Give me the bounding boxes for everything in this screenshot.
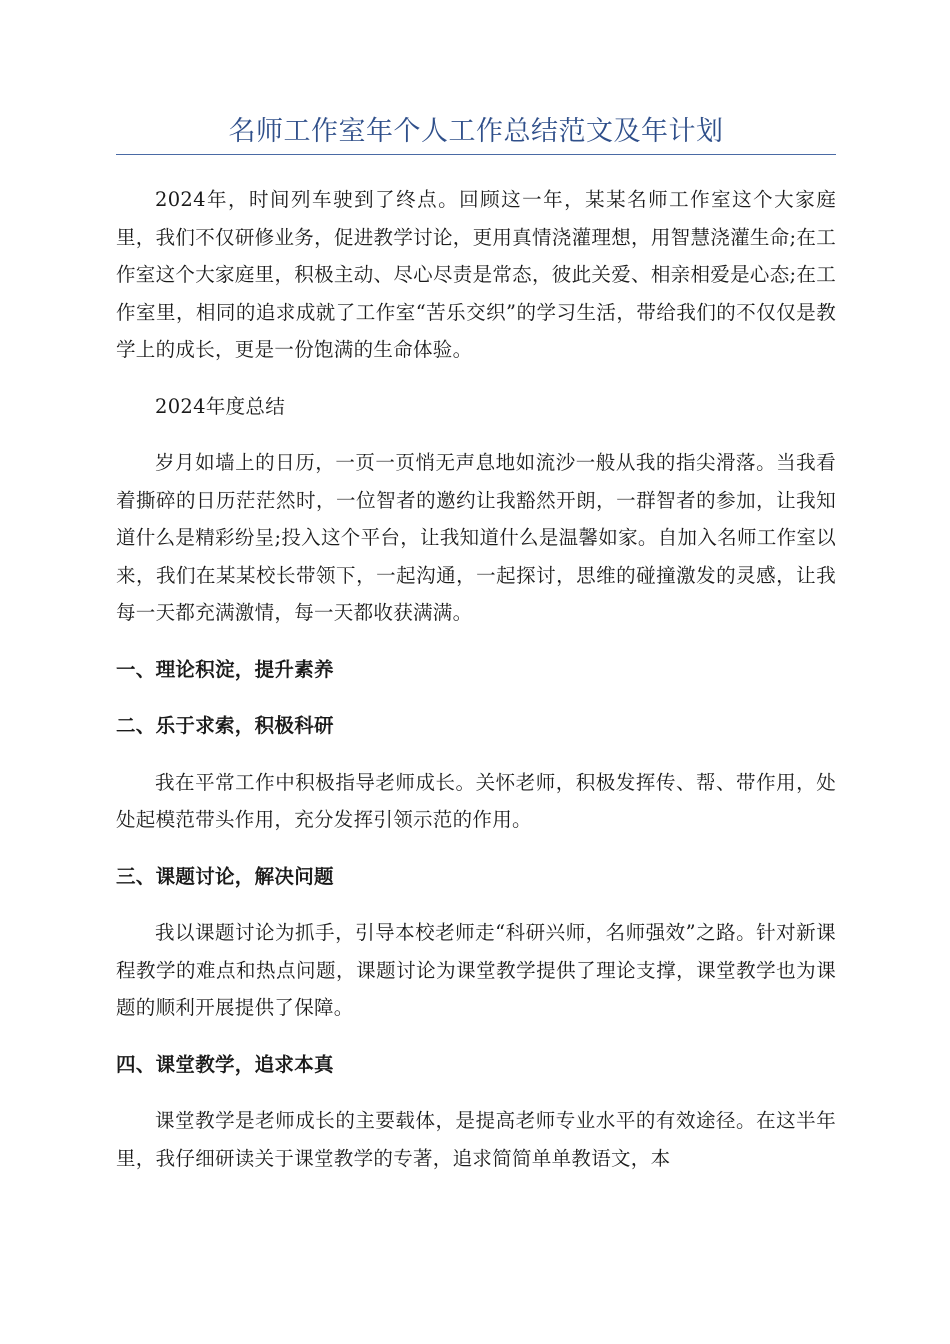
summary-subtitle: 2024年度总结: [155, 394, 286, 418]
section-heading-4: 四、课堂教学，追求本真: [116, 1052, 334, 1076]
section-heading-1: 一、理论积淀，提升素养: [116, 657, 334, 681]
title-underline: [116, 154, 836, 155]
summary-paragraph: 岁月如墙上的日历，一页一页悄无声息地如流沙一般从我的指尖滑落。当我看着撕碎的日历茫茫然时，一位智者的邀约让我豁然开朗，一群智者的参加，让我知道什么是精彩纷呈;投入这个平台，让我知道什么是温馨如家。自加入名师工作室以来，我们在某某校长带领下，一起沟通，一起探讨，思维的碰撞激发的灵感，让我每一天都充满激情，每一天都收获满满。: [116, 451, 836, 624]
document-title: 名师工作室年个人工作总结范文及年计划: [228, 116, 724, 147]
intro-paragraph: 2024年，时间列车驶到了终点。回顾这一年，某某名师工作室这个大家庭里，我们不仅研修业务，促进教学讨论，更用真情浇灌理想，用智慧浇灌生命;在工作室这个大家庭里，积极主动、尽心尽责是常态，彼此关爱、相亲相爱是心态;在工作室里，相同的追求成就了工作室“苦乐交织”的学习生活，带给我们的不仅仅是教学上的成长，更是一份饱满的生命体验。: [116, 188, 836, 361]
document-page: [116, 110, 836, 1196]
section-heading-2: 二、乐于求索，积极科研: [116, 714, 334, 737]
section-2-paragraph: 我在平常工作中积极指导老师成长。关怀老师，积极发挥传、帮、带作用，处处起模范带头作用，充分发挥引领示范的作用。: [116, 770, 836, 831]
document-body: [116, 181, 836, 1177]
section-4-paragraph: 课堂教学是老师成长的主要载体，是提高老师专业水平的有效途径。在这半年里，我仔细研读关于课堂教学的专著，追求简简单单教语文，本: [116, 1109, 836, 1170]
section-heading-3: 三、课题讨论，解决问题: [116, 864, 334, 888]
section-3-paragraph: 我以课题讨论为抓手，引导本校老师走“科研兴师，名师强效”之路。针对新课程教学的难点和热点问题，课题讨论为课堂教学提供了理论支撑，课堂教学也为课题的顺利开展提供了保障。: [116, 921, 836, 1019]
